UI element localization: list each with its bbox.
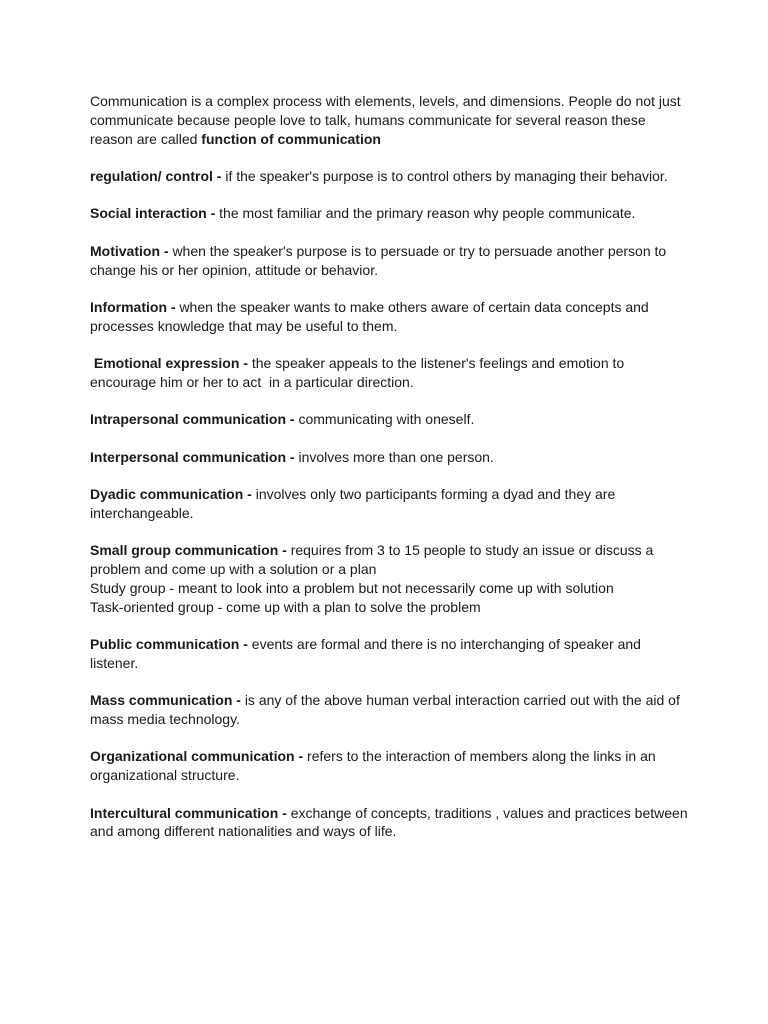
entry-term: Social interaction -: [90, 205, 220, 222]
document-page: [90, 92, 690, 860]
entry-text: if the speaker's purpose is to control others by managing their behavior.: [225, 167, 668, 184]
small-group-study-line: Study group - meant to look into a problem but not necessarily come up with solution: [90, 579, 614, 596]
entry-term: Mass communication -: [90, 692, 245, 709]
entry-text: the speaker appeals to the listener's feelings and emotion to encourage him or her to act in a particular direction.: [90, 355, 629, 390]
entry-term: Dyadic communication -: [90, 486, 256, 503]
entry-text: the most familiar and the primary reason why people communicate.: [219, 205, 636, 222]
entry-intrapersonal: [90, 410, 690, 429]
entry-information: [90, 298, 690, 336]
entry-organizational: [90, 747, 690, 785]
entry-text: refers to the interaction of members along the links in an organizational structure.: [90, 748, 660, 784]
intro-paragraph: [90, 92, 690, 148]
entry-text: when the speaker wants to make others aware of certain data concepts and processes knowledge that may be useful to them.: [90, 298, 653, 334]
intro-bold-term: function of communication: [201, 130, 381, 147]
entry-term: Small group communication -: [90, 542, 291, 559]
entry-text: involves more than one person.: [298, 448, 494, 465]
entry-intercultural: [90, 804, 690, 842]
entry-term: Public communication -: [90, 636, 252, 653]
small-group-task-line: Task-oriented group - come up with a plan to solve the problem: [90, 598, 481, 615]
entry-interpersonal: [90, 448, 690, 467]
entry-text: requires from 3 to 15 people to study an issue or discuss a problem and come up with a solution or a plan: [90, 542, 658, 578]
entry-motivation: [90, 242, 690, 280]
entry-term: Emotional expression -: [90, 355, 252, 372]
entry-text: involves only two participants forming a dyad and they are interchangeable.: [90, 486, 620, 521]
entry-term: Interpersonal communication -: [90, 448, 299, 465]
entry-regulation: [90, 167, 690, 186]
entry-social-interaction: [90, 204, 690, 223]
entry-term: Intercultural communication -: [90, 804, 291, 821]
entry-text: events are formal and there is no interchanging of speaker and listener.: [90, 636, 645, 671]
entry-text: exchange of concepts, traditions , values and practices between and among different nationalities and ways of life.: [90, 804, 692, 840]
entry-term: Information -: [90, 298, 180, 315]
entry-term: Intrapersonal communication -: [90, 411, 299, 428]
entry-term: Organizational communication -: [90, 748, 308, 765]
entry-small-group: [90, 541, 690, 616]
entry-term: regulation/ control -: [90, 167, 226, 184]
entry-emotional-expression: [90, 354, 690, 392]
entry-text: when the speaker's purpose is to persuade or try to persuade another person to change his or her opinion, attitude or behavior.: [90, 242, 671, 278]
entry-public: [90, 635, 690, 673]
entry-term: Motivation -: [90, 242, 173, 259]
entry-text: is any of the above human verbal interaction carried out with the aid of mass media technology.: [90, 692, 684, 728]
entry-dyadic: [90, 485, 690, 523]
entry-mass: [90, 691, 690, 729]
intro-text: Communication is a complex process with elements, levels, and dimensions. People do not just communicate because people love to talk, humans communicate for several reason these reason are called: [90, 93, 685, 147]
entry-text: communicating with oneself.: [298, 411, 475, 428]
